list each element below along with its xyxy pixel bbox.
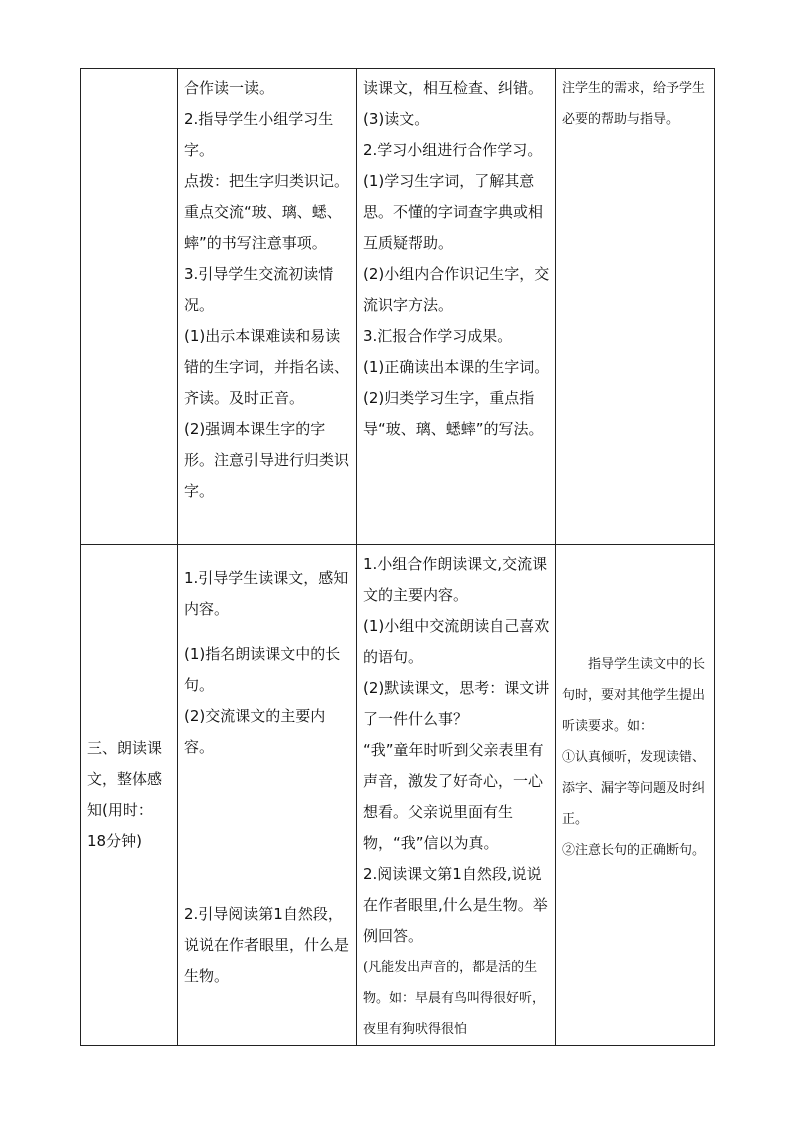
design-line: ②注意长句的正确断句。 — [562, 843, 706, 858]
lesson-plan-table — [80, 68, 715, 1046]
teacher-line: 点拨：把生字归类识记。重点交流“玻、璃、蟋、蟀”的书写注意事项。 — [184, 172, 350, 252]
student-line: (2)默读课文，思考：课文讲了一件什么事？ — [363, 679, 550, 728]
student-line: (3)读文。 — [363, 110, 430, 128]
student-line: (2)小组内合作识记生字，交流识字方法。 — [363, 265, 550, 314]
design-intent-cell — [556, 69, 715, 545]
student-line: 3.汇报合作学习成果。 — [363, 327, 513, 345]
table-row — [81, 545, 715, 1046]
student-line: (1)正确读出本课的生字词。 — [363, 358, 550, 376]
teacher-line: 合作读一读。 — [184, 79, 275, 97]
teacher-line: 2.指导学生小组学习生字。 — [184, 110, 334, 159]
student-line: (2)归类学习生字，重点指导“玻、璃、蟋蟀”的写法。 — [363, 389, 544, 438]
student-line: “我”童年时听到父亲表里有声音，激发了好奇心，一心想看。父亲说里面有生物，“我”信以为真。 — [363, 741, 544, 852]
stage-cell-empty — [81, 69, 178, 545]
design-intent-cell — [556, 545, 715, 1046]
teacher-line: (2)强调本课生字的字形。注意引导进行归类识字。 — [184, 420, 350, 500]
teacher-line: (2)交流课文的主要内容。 — [184, 707, 326, 756]
table-row — [81, 69, 715, 545]
design-line: 注学生的需求，给予学生必要的帮助与指导。 — [562, 81, 706, 127]
student-line: (1)学习生字词，了解其意思。不懂的字词查字典或相互质疑帮助。 — [363, 172, 544, 252]
teacher-line: 3.引导学生交流初读情况。 — [184, 265, 334, 314]
teacher-line: 1.引导学生读课文，感知内容。 — [184, 569, 349, 618]
teacher-line: 2.引导阅读第1自然段，说说在作者眼里，什么是生物。 — [184, 905, 350, 985]
design-line: ①认真倾听，发现读错、添字、漏字等问题及时纠正。 — [562, 750, 706, 827]
student-line: 2.学习小组进行合作学习。 — [363, 141, 543, 159]
teacher-line: (1)出示本课难读和易读错的生字词，并指名读、齐读。及时正音。 — [184, 327, 350, 407]
student-line: 1.小组合作朗读课文,交流课文的主要内容。 — [363, 555, 548, 604]
student-line: 读课文，相互检查、纠错。 — [363, 79, 544, 97]
student-activity-cell — [357, 545, 556, 1046]
teacher-activity-cell — [178, 69, 357, 545]
student-line: (1)小组中交流朗读自己喜欢的语句。 — [363, 617, 550, 666]
stage-title: 三、朗读课文，整体感知(用时：18分钟) — [87, 739, 163, 850]
stage-cell — [81, 545, 178, 1046]
student-activity-cell — [357, 69, 556, 545]
teacher-activity-cell — [178, 545, 357, 1046]
design-line: 指导学生读文中的长句时，要对其他学生提出听读要求。如： — [562, 657, 706, 734]
student-line: 2.阅读课文第1自然段,说说在作者眼里,什么是生物。举例回答。 — [363, 865, 548, 945]
student-line: (凡能发出声音的，都是活的生物。如：早晨有鸟叫得很好听，夜里有狗吠得很怕 — [363, 960, 546, 1037]
teacher-line: (1)指名朗读课文中的长句。 — [184, 645, 341, 694]
